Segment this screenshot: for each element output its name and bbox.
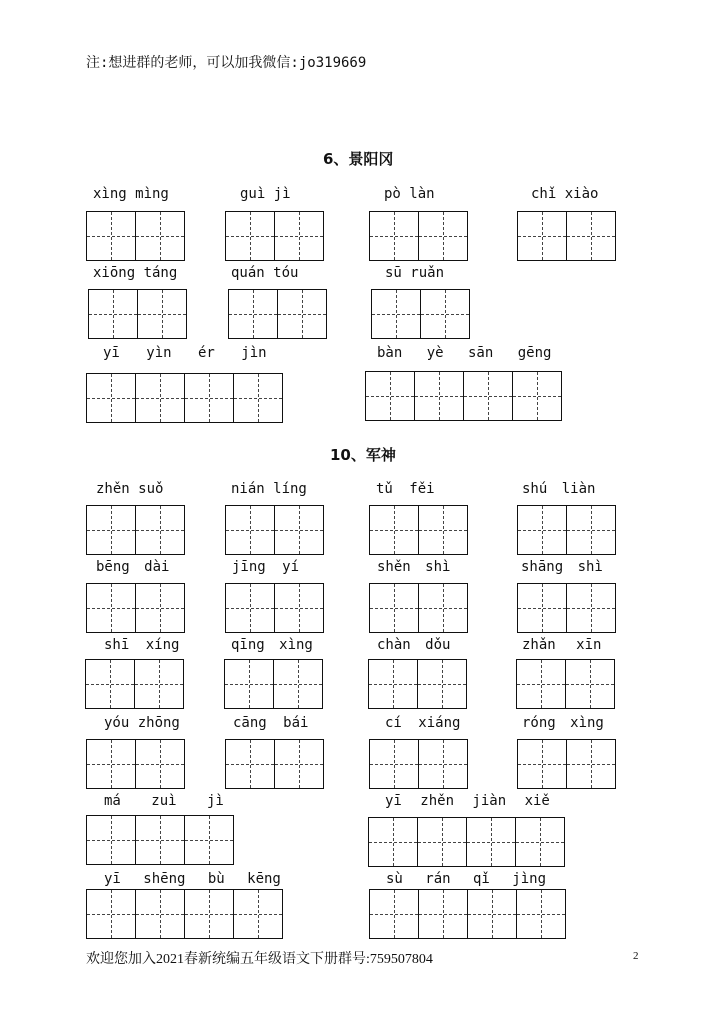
writing-grid xyxy=(517,211,616,261)
writing-grid xyxy=(86,739,185,789)
pinyin-label: sū ruǎn xyxy=(385,265,445,281)
writing-grid xyxy=(86,373,283,423)
writing-grid xyxy=(369,505,468,555)
writing-grid xyxy=(369,583,468,633)
pinyin-label: qīng xìng xyxy=(231,637,313,653)
writing-grid xyxy=(228,289,327,339)
pinyin-label: quán tóu xyxy=(231,265,299,281)
writing-grid xyxy=(369,739,468,789)
writing-grid xyxy=(517,505,616,555)
pinyin-label: sù rán qǐ jìng xyxy=(386,871,547,887)
writing-grid xyxy=(88,289,187,339)
pinyin-label: shěn shì xyxy=(377,559,451,575)
pinyin-label: chàn dǒu xyxy=(377,637,451,653)
writing-grid xyxy=(368,817,565,867)
writing-grid xyxy=(225,583,324,633)
pinyin-label: yóu zhōng xyxy=(104,715,180,731)
footer-note: 欢迎您加入2021春新统编五年级语文下册群号:759507804 xyxy=(86,952,433,967)
section-title: 10、军神 xyxy=(330,446,396,464)
writing-grid xyxy=(365,371,562,421)
writing-grid xyxy=(86,211,185,261)
pinyin-label: shī xíng xyxy=(104,637,180,653)
pinyin-label: cí xiáng xyxy=(385,715,461,731)
pinyin-label: zhěn suǒ xyxy=(96,481,164,497)
writing-grid xyxy=(225,211,324,261)
pinyin-label: cāng bái xyxy=(233,715,309,731)
writing-grid xyxy=(86,583,185,633)
writing-grid xyxy=(369,211,468,261)
pinyin-label: má zuì jì xyxy=(104,793,224,809)
header-note: 注:想进群的老师，可以加我微信:jo319669 xyxy=(86,55,367,71)
pinyin-label: shú liàn xyxy=(522,481,596,497)
pinyin-label: yī yìn ér jìn xyxy=(103,345,267,361)
writing-grid xyxy=(224,659,323,709)
pinyin-label: guì jì xyxy=(240,186,291,202)
pinyin-label: róng xìng xyxy=(522,715,604,731)
pinyin-label: xiōng táng xyxy=(93,265,178,281)
pinyin-label: yī zhěn jiàn xiě xyxy=(385,793,550,809)
pinyin-label: xìng mìng xyxy=(93,186,169,202)
pinyin-label: yī shēng bù kēng xyxy=(104,871,281,887)
pinyin-label: pò làn xyxy=(384,186,435,202)
pinyin-label: shāng shì xyxy=(521,559,603,575)
pinyin-label: nián líng xyxy=(231,481,307,497)
writing-grid xyxy=(225,505,324,555)
writing-grid xyxy=(368,659,467,709)
pinyin-label: tǔ fěi xyxy=(376,481,435,497)
writing-grid xyxy=(225,739,324,789)
writing-grid xyxy=(85,659,184,709)
writing-grid xyxy=(86,505,185,555)
writing-grid xyxy=(86,815,234,865)
pinyin-label: bàn yè sān gēng xyxy=(377,345,552,361)
writing-grid xyxy=(371,289,470,339)
pinyin-label: zhǎn xīn xyxy=(522,637,602,653)
section-title: 6、景阳冈 xyxy=(323,150,394,168)
writing-grid xyxy=(369,889,566,939)
pinyin-label: chǐ xiào xyxy=(531,186,599,202)
writing-grid xyxy=(86,889,283,939)
writing-grid xyxy=(517,739,616,789)
page-number: 2 xyxy=(633,950,639,962)
writing-grid xyxy=(516,659,615,709)
pinyin-label: bēng dài xyxy=(96,559,170,575)
pinyin-label: jīng yí xyxy=(232,559,300,575)
writing-grid xyxy=(517,583,616,633)
